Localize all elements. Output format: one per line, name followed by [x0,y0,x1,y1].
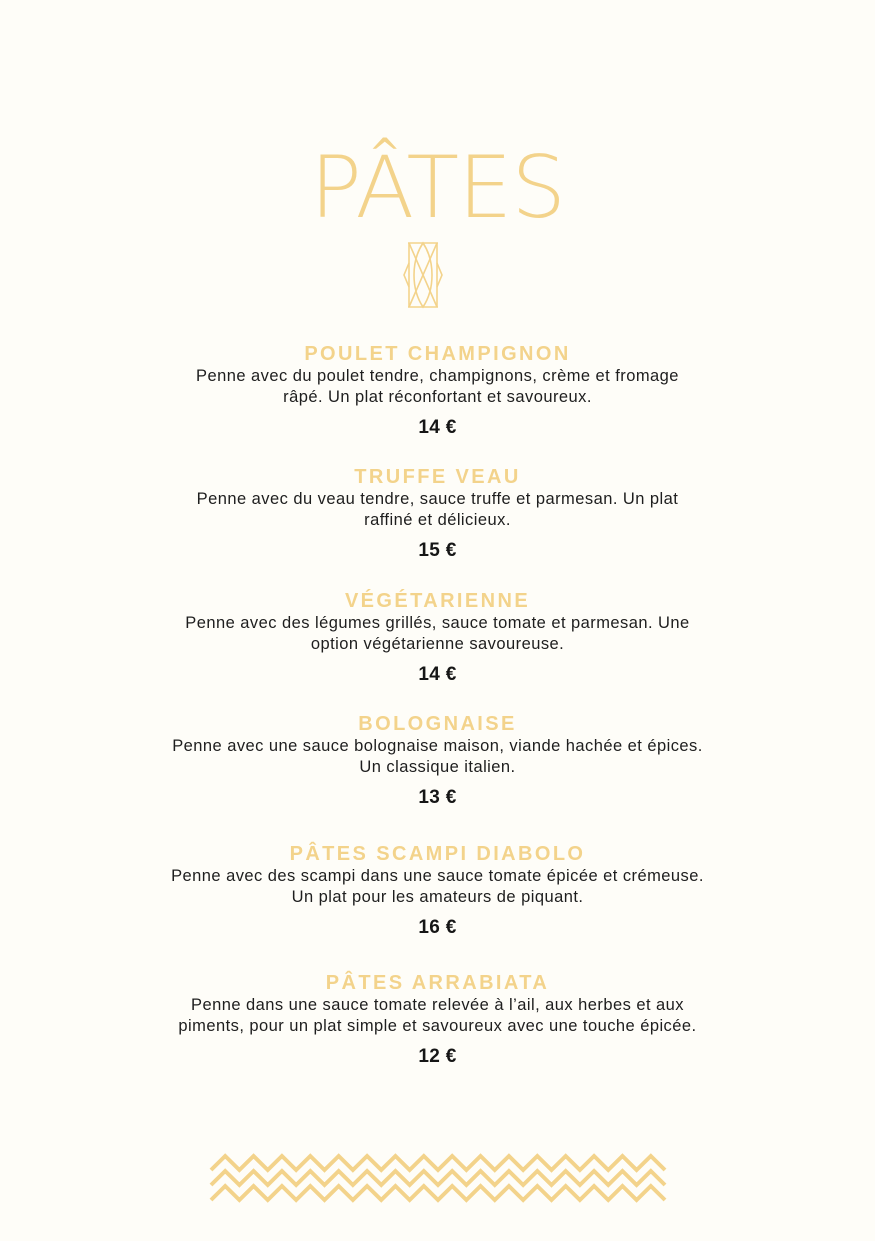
description-line: râpé. Un plat réconfortant et savoureux. [283,387,592,406]
menu-item-name: PÂTES SCAMPI DIABOLO [289,843,586,865]
description-line: Un classique italien. [359,757,516,776]
description-line: raffiné et délicieux. [364,510,511,529]
description-line: Penne avec du veau tendre, sauce truffe et parmesan. Un plat [196,490,679,508]
description-line: Un plat pour les amateurs de piquant. [291,887,584,906]
lens-diamond-ornament-icon [403,241,443,309]
menu-item-price: 13 € [418,787,457,808]
menu-item [0,971,875,1069]
menu-item-price: 12 € [418,1046,457,1067]
menu-item-price: 14 € [418,664,457,685]
menu-item [0,342,875,440]
menu-item-description [0,736,875,777]
menu-item [0,712,875,810]
menu-item-name: POULET CHAMPIGNON [304,343,571,365]
menu-item-price: 16 € [418,917,457,938]
page-title: PÂTES [310,138,565,238]
menu-item-name: TRUFFE VEAU [354,466,521,488]
zigzag-border-icon [208,1148,668,1206]
description-line: Penne avec des scampi dans une sauce tomate épicée et crémeuse. [171,867,704,885]
menu-item-name: BOLOGNAISE [358,713,517,735]
description-line: Penne avec une sauce bolognaise maison, viande hachée et épices. [172,737,703,755]
menu-item-description [0,489,875,530]
menu-item-name: VÉGÉTARIENNE [344,590,531,612]
menu-item-name: PÂTES ARRABIATA [325,972,550,994]
description-line: Penne avec des légumes grillés, sauce tomate et parmesan. Une [185,614,690,632]
menu-item [0,589,875,687]
description-line: piments, pour un plat simple et savoureux avec une touche épicée. [178,1016,697,1035]
description-line: Penne dans une sauce tomate relevée à l’ail, aux herbes et aux [191,996,684,1014]
description-line: option végétarienne savoureuse. [310,634,565,653]
menu-item-description [0,366,875,407]
description-line: Penne avec du poulet tendre, champignons, crème et fromage [196,367,679,385]
menu-item-description [0,995,875,1036]
menu-item [0,465,875,563]
menu-item-price: 14 € [418,417,457,438]
menu-item-description [0,613,875,654]
menu-item-price: 15 € [418,540,457,561]
menu-item [0,842,875,940]
menu-item-description [0,866,875,907]
